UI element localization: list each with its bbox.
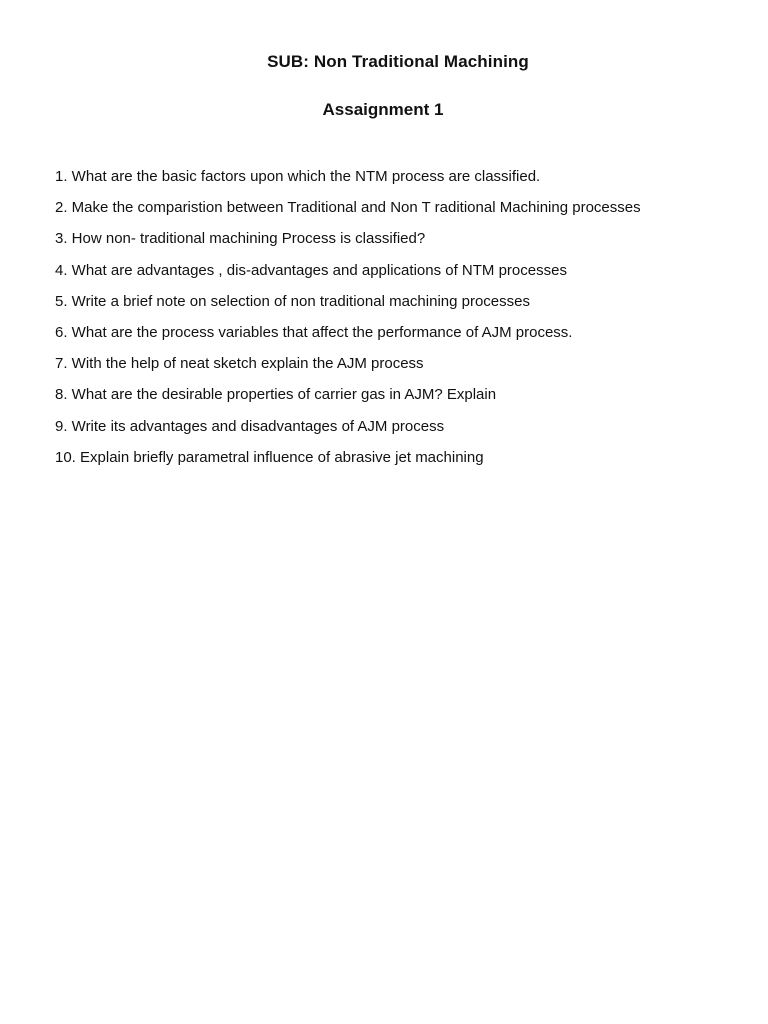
question-item: 6. What are the process variables that affect the performance of AJM process. <box>55 323 573 341</box>
question-item: 8. What are the desirable properties of carrier gas in AJM? Explain <box>55 386 497 404</box>
question-item: 4. What are advantages , dis-advantages and applications of NTM processes <box>55 261 567 279</box>
question-item: 7. With the help of neat sketch explain the AJM process <box>55 355 424 373</box>
question-list <box>55 167 755 479</box>
question-item: 9. Write its advantages and disadvantages of AJM process <box>55 417 445 435</box>
assignment-title: Assaignment 1 <box>322 100 444 119</box>
subject-heading: SUB: Non Traditional Machining <box>267 52 529 71</box>
question-item: 2. Make the comparistion between Traditional and Non T raditional Machining processes <box>55 199 641 217</box>
question-item: 3. How non- traditional machining Process is classified? <box>55 230 426 248</box>
question-item: 5. Write a brief note on selection of non traditional machining processes <box>55 292 530 310</box>
question-item: 10. Explain briefly parametral influence of abrasive jet machining <box>55 448 484 466</box>
question-item: 1. What are the basic factors upon which the NTM process are classified. <box>55 168 541 185</box>
